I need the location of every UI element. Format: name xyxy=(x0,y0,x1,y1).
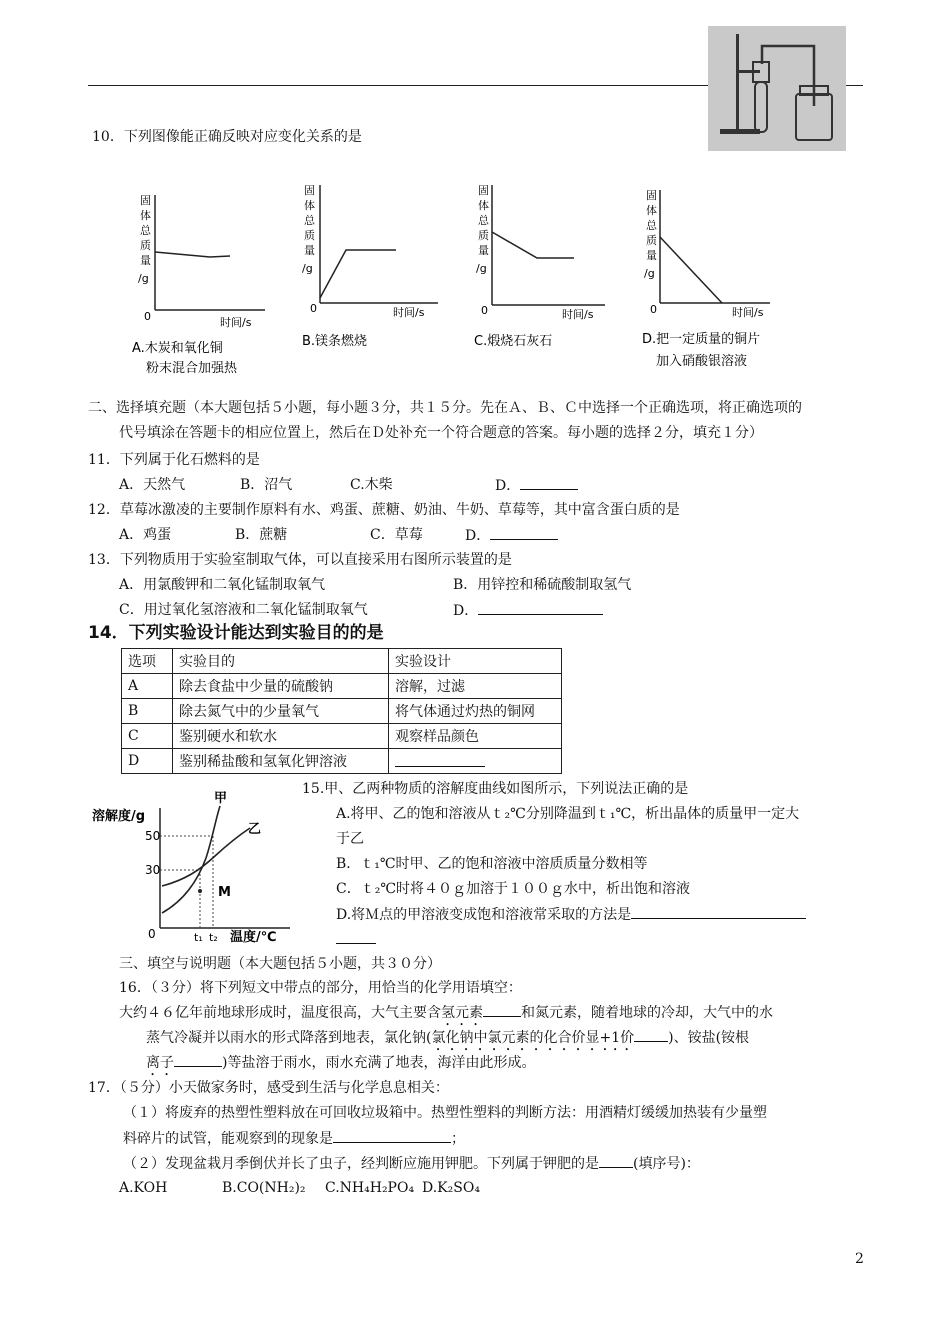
graph-a-origin: 0 xyxy=(144,310,151,323)
graph-b-ylabel-2: 体 xyxy=(304,199,315,212)
q15-graph-ylabel: 溶解度/g xyxy=(92,809,146,824)
q10-graph-b xyxy=(298,180,448,355)
q15-option-b: B．ｔ₁℃时甲、乙的饱和溶液中溶质质量分数相等 xyxy=(336,856,648,872)
q16-line-3: 离子 )等盐溶于雨水，雨水充满了地表，海洋由此形成。 xyxy=(146,1052,535,1079)
q17-part2: （２）发现盆栽月季倒伏并长了虫子，经判断应施用钾肥。下列属于钾肥的是 (填序号)： xyxy=(123,1153,700,1174)
table-cell: B xyxy=(122,699,173,724)
q15-graph-y30: 30 xyxy=(145,863,161,877)
table-cell: 鉴别硬水和软水 xyxy=(173,724,389,749)
q15-stem: 15.甲、乙两种物质的溶解度曲线如图所示，下列说法正确的是 xyxy=(302,781,689,797)
q13-option-b: B．用锌控和稀硫酸制取氢气 xyxy=(453,577,632,593)
table-header-cell: 选项 xyxy=(122,649,173,674)
q13-stem: 13．下列物质用于实验室制取气体，可以直接采用右图所示装置的是 xyxy=(88,552,512,568)
q15-point-m xyxy=(198,889,202,893)
table-row xyxy=(122,749,562,774)
graph-a-ylabel-5: 量 xyxy=(140,254,151,267)
graph-b-xlabel: 时间/s xyxy=(393,306,425,319)
graph-b-ylabel-1: 固 xyxy=(304,184,315,197)
graph-b-ylabel-3: 总 xyxy=(304,214,315,227)
graph-c-ylabel-5: 量 xyxy=(478,244,489,257)
graph-a-xlabel: 时间/s xyxy=(220,316,252,329)
table-cell: 溶解，过滤 xyxy=(389,674,562,699)
q15-option-c: C．ｔ₂℃时将４０ｇ加溶于１００ｇ水中，析出饱和溶液 xyxy=(336,881,690,897)
apparatus-figure xyxy=(708,26,846,151)
q17-option-b: B.CO(NH₂)₂ xyxy=(222,1180,306,1196)
q16-line-2: 蒸气冷凝并以雨水的形式降落到地表，氯化钠(氯化钠中氯元素的化合价显+1价 )、铵盐(铵根 xyxy=(146,1027,749,1054)
graph-a-ylabel-4: 质 xyxy=(140,239,151,252)
graph-a-ylabel-6: /g xyxy=(138,272,149,285)
graph-d-caption-1: D.把一定质量的铜片 xyxy=(642,332,761,347)
q15-graph-jia: 甲 xyxy=(214,791,228,806)
q13-option-a: A．用氯酸钾和二氧化锰制取氧气 xyxy=(119,577,326,593)
table-cell: 观察样品颜色 xyxy=(389,724,562,749)
graph-d-ylabel-4: 质 xyxy=(646,234,657,247)
q16-stem: 16．（３分）将下列短文中带点的部分，用恰当的化学用语填空： xyxy=(119,980,522,996)
graph-b-caption-1: B.镁条燃烧 xyxy=(302,334,368,349)
q15-solubility-graph xyxy=(90,788,295,948)
table-cell: C xyxy=(122,724,173,749)
section3-title: 三、填空与说明题（本大题包括５小题，共３０分） xyxy=(119,956,441,972)
q15-graph-t1: t₁ xyxy=(194,931,203,944)
table-header-row xyxy=(122,649,562,674)
q14-table xyxy=(121,648,562,774)
q15-graph-origin: 0 xyxy=(148,927,156,941)
q17-part1-line1: （１）将废弃的热塑性塑料放在可回收垃圾箱中。热塑性塑料的判断方法：用酒精灯缓缓加热装有少量塑 xyxy=(123,1105,767,1121)
graph-c-ylabel-6: /g xyxy=(476,262,487,275)
graph-c-curve xyxy=(492,232,574,258)
graph-d-ylabel-5: 量 xyxy=(646,249,657,262)
graph-a-curve xyxy=(155,252,230,257)
graph-d-ylabel-2: 体 xyxy=(646,204,657,217)
q15-graph-t2: t₂ xyxy=(209,931,218,944)
graph-c-ylabel-3: 总 xyxy=(478,214,489,227)
q14-stem: 14．下列实验设计能达到实验目的的是 xyxy=(88,623,384,643)
q16-line-1: 大约４６亿年前地球形成时，温度很高，大气主要含氢元素 和氮元素，随着地球的冷却，大气中的水 xyxy=(119,1002,773,1029)
graph-b-origin: 0 xyxy=(310,302,317,315)
table-cell: A xyxy=(122,674,173,699)
graph-d-ylabel-6: /g xyxy=(644,267,655,280)
q10-graph-d xyxy=(640,185,790,380)
graph-d-caption-2: 加入硝酸银溶液 xyxy=(656,354,748,369)
graph-a-ylabel-1: 固 xyxy=(140,194,151,207)
q12-option-b: B．蔗糖 xyxy=(235,527,288,543)
q15-graph-xlabel: 温度/℃ xyxy=(230,930,277,945)
graph-a-caption-2: 粉末混合加强热 xyxy=(146,361,238,376)
section2-line-2: 代号填涂在答题卡的相应位置上，然后在Ｄ处补充一个符合题意的答案。每小题的选择２分，填充１分） xyxy=(119,425,763,441)
table-cell: 将气体通过灼热的铜网 xyxy=(389,699,562,724)
q17-option-a: A.KOH xyxy=(119,1180,168,1196)
q11-option-b: B．沼气 xyxy=(240,477,293,493)
q17-stem: 17．（５分）小天做家务时，感受到生活与化学息息相关： xyxy=(88,1080,449,1096)
graph-a-ylabel-2: 体 xyxy=(140,209,151,222)
table-cell: D xyxy=(122,749,173,774)
graph-b-ylabel-4: 质 xyxy=(304,229,315,242)
graph-d-ylabel-3: 总 xyxy=(646,219,657,232)
q17-option-c: C.NH₄H₂PO₄ xyxy=(325,1180,415,1196)
graph-d-xlabel: 时间/s xyxy=(732,306,764,319)
q15-option-a-line1: A.将甲、乙的饱和溶液从ｔ₂℃分别降温到ｔ₁℃，析出晶体的质量甲一定大 xyxy=(336,806,800,822)
graph-c-xlabel: 时间/s xyxy=(562,308,594,321)
graph-c-caption-1: C.煅烧石灰石 xyxy=(474,334,553,349)
table-row xyxy=(122,724,562,749)
q17-part1-line2: 料碎片的试管，能观察到的现象是 ； xyxy=(123,1128,465,1149)
q11-option-c: C.木柴 xyxy=(350,477,393,493)
graph-a-ylabel-3: 总 xyxy=(140,224,151,237)
q11-option-a: A．天然气 xyxy=(119,477,186,493)
graph-d-origin: 0 xyxy=(650,303,657,316)
graph-c-ylabel-2: 体 xyxy=(478,199,489,212)
table-cell xyxy=(389,749,562,774)
q15-graph-y50: 50 xyxy=(145,829,161,843)
q12-option-d: D． xyxy=(465,525,558,546)
table-header-cell: 实验设计 xyxy=(389,649,562,674)
page-number: 2 xyxy=(855,1251,864,1267)
table-cell: 鉴别稀盐酸和氢氧化钾溶液 xyxy=(173,749,389,774)
q10-graph-a xyxy=(130,190,270,380)
q15-graph-yi: 乙 xyxy=(248,822,262,837)
q15-option-a-line2: 于乙 xyxy=(336,831,364,847)
q13-option-d: D． xyxy=(453,600,603,621)
table-cell: 除去食盐中少量的硫酸钠 xyxy=(173,674,389,699)
table-row xyxy=(122,699,562,724)
q12-option-a: A．鸡蛋 xyxy=(119,527,172,543)
q10-graph-c xyxy=(472,180,612,355)
graph-d-curve xyxy=(660,237,722,303)
table-header-cell: 实验目的 xyxy=(173,649,389,674)
graph-b-ylabel-6: /g xyxy=(302,262,313,275)
q11-option-d: D． xyxy=(495,475,578,496)
graph-b-ylabel-5: 量 xyxy=(304,244,315,257)
q15-answer-blank-continued xyxy=(336,943,376,944)
graph-d-ylabel-1: 固 xyxy=(646,189,657,202)
graph-a-caption-1: A.木炭和氧化铜 xyxy=(132,341,223,356)
q17-option-d: D.K₂SO₄ xyxy=(422,1180,480,1196)
q15-graph-m: M xyxy=(218,885,231,900)
q12-option-c: C．草莓 xyxy=(370,527,423,543)
graph-c-origin: 0 xyxy=(481,304,488,317)
q11-stem: 11．下列属于化石燃料的是 xyxy=(88,452,260,468)
q13-option-c: C．用过氧化氢溶液和二氧化锰制取氧气 xyxy=(119,602,368,618)
q15-option-d: D.将Ｍ点的甲溶液变成饱和溶液常采取的方法是 xyxy=(336,904,806,925)
graph-c-ylabel-1: 固 xyxy=(478,184,489,197)
graph-b-curve xyxy=(320,250,396,298)
table-row xyxy=(122,674,562,699)
section2-line-1: 二、选择填充题（本大题包括５小题，每小题３分，共１５分。先在Ａ、Ｂ、Ｃ中选择一个正确选项，将正确选项的 xyxy=(88,400,802,416)
graph-c-ylabel-4: 质 xyxy=(478,229,489,242)
table-cell: 除去氮气中的少量氧气 xyxy=(173,699,389,724)
q10-stem: 10．下列图像能正确反映对应变化关系的是 xyxy=(92,129,362,145)
q12-stem: 12．草莓冰激凌的主要制作原料有水、鸡蛋、蔗糖、奶油、牛奶、草莓等，其中富含蛋白质的是 xyxy=(88,502,680,518)
